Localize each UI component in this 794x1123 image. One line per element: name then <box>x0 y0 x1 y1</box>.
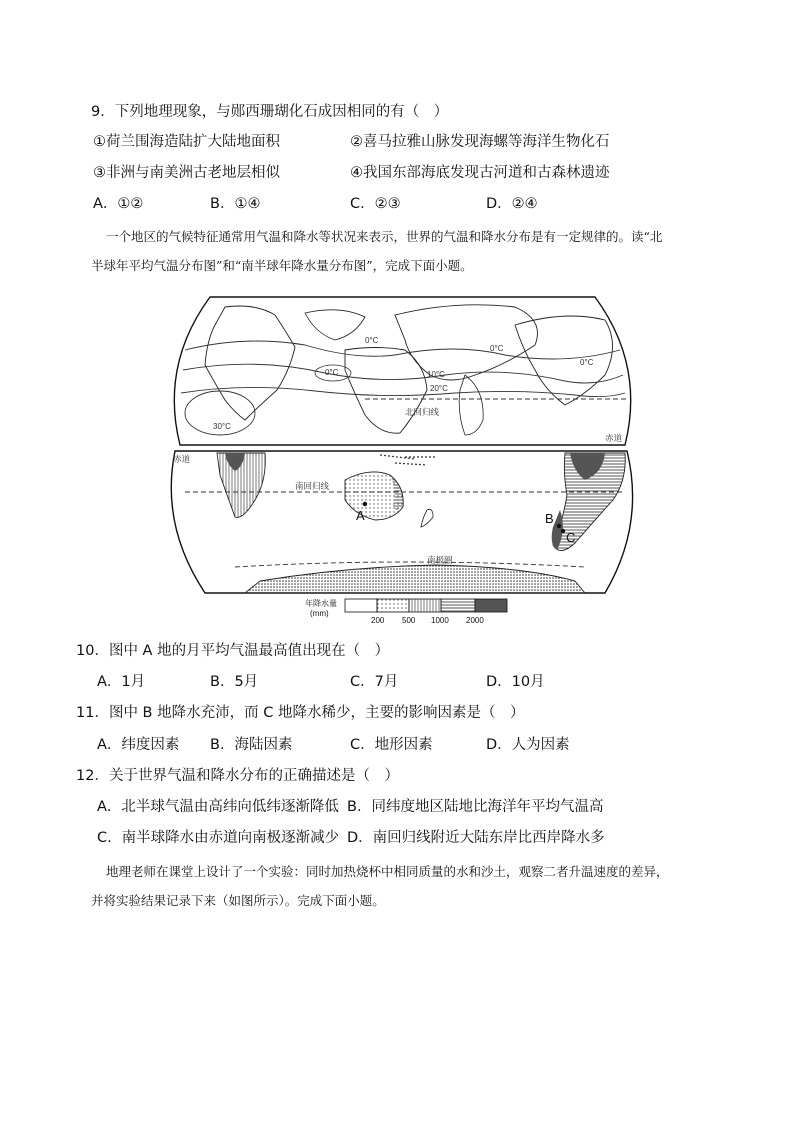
legend-title: 年降水量 <box>305 599 337 608</box>
point-b-marker <box>557 524 561 528</box>
tropic-of-cancer-label: 北回归线 <box>405 407 440 417</box>
q11-option-d[interactable]: D．人为因素 <box>486 737 570 753</box>
q9-item-1: ①荷兰围海造陆扩大陆地面积 <box>93 134 280 150</box>
isotherm-0c-label-b: 0°C <box>490 344 504 353</box>
q12-stem: 12．关于世界气温和降水分布的正确描述是（ ） <box>76 768 399 784</box>
isotherm-0c-label-d: 0°C <box>325 368 339 377</box>
q10-option-c[interactable]: C．7月 <box>350 674 399 690</box>
q10-option-a[interactable]: A．1月 <box>97 674 146 690</box>
q12-option-a[interactable]: A．北半球气温由高纬向低纬逐渐降低 <box>97 799 339 815</box>
q10-stem: 10．图中 A 地的月平均气温最高值出现在（ ） <box>76 643 390 659</box>
north-equator-label: 赤道 <box>605 433 623 443</box>
isotherm-20c-label: 20°C <box>430 384 448 393</box>
q9-stem: 9．下列地理现象，与郧西珊瑚化石成因相同的有（ ） <box>91 104 449 120</box>
legend-tick-1000: 1000 <box>431 616 449 625</box>
q11-option-c[interactable]: C．地形因素 <box>350 737 433 753</box>
legend-tick-500: 500 <box>402 616 416 625</box>
isotherm-0c-label-a: 0°C <box>365 336 379 345</box>
intro1-line2: 半球年平均气温分布图”和“南半球年降水量分布图”，完成下面小题。 <box>91 258 473 273</box>
intro2-line2: 并将实验结果记录下来（如图所示）。完成下面小题。 <box>91 893 385 908</box>
q9-option-b[interactable]: B．①④ <box>210 196 261 212</box>
q11-option-b[interactable]: B．海陆因素 <box>210 737 293 753</box>
isotherm-30c-label: 30°C <box>213 422 231 431</box>
legend-unit: (mm) <box>310 609 329 618</box>
point-a-label: A <box>356 508 365 523</box>
q12-option-b[interactable]: B．同纬度地区陆地比海洋年平均气温高 <box>347 799 604 815</box>
south-equator-label: 赤道 <box>173 454 191 464</box>
q9-option-d[interactable]: D．②④ <box>486 196 538 212</box>
point-c-label: C <box>566 530 576 545</box>
q11-option-a[interactable]: A．纬度因素 <box>97 737 180 753</box>
point-a-marker <box>363 502 367 506</box>
q9-option-a[interactable]: A．①② <box>93 196 144 212</box>
q12-option-c[interactable]: C．南半球降水由赤道向南极逐渐减少 <box>97 830 340 846</box>
north-hemisphere-map <box>174 297 630 445</box>
q9-item-2: ②喜马拉雅山脉发现海螺等海洋生物化石 <box>350 134 610 150</box>
legend-tick-2000: 2000 <box>466 616 484 625</box>
q9-option-c[interactable]: C．②③ <box>350 196 401 212</box>
isotherm-10c-label: 10°C <box>427 370 445 379</box>
q9-item-4: ④我国东部海底发现古河道和古森林遗迹 <box>350 165 610 181</box>
climate-map-figure <box>165 295 640 627</box>
tropic-of-capricorn-label: 南回归线 <box>295 481 330 491</box>
intro2-line1: 地理老师在课堂上设计了一个实验：同时加热烧杯中相同质量的水和沙土，观察二者升温速度的差异， <box>106 864 669 879</box>
q10-option-b[interactable]: B．5月 <box>210 674 259 690</box>
intro1-line1: 一个地区的气候特征通常用气温和降水等状况来表示，世界的气温和降水分布是有一定规律的。读“北 <box>106 229 663 244</box>
q10-option-d[interactable]: D．10月 <box>486 674 545 690</box>
precipitation-legend <box>305 598 507 625</box>
point-c-marker <box>561 529 565 533</box>
legend-tick-200: 200 <box>371 616 385 625</box>
isotherm-0c-label-c: 0°C <box>580 358 594 367</box>
q12-option-d[interactable]: D．南回归线附近大陆东岸比西岸降水多 <box>347 830 605 846</box>
q9-item-3: ③非洲与南美洲古老地层相似 <box>93 165 280 181</box>
point-b-label: B <box>545 511 554 526</box>
antarctic-circle-label: 南极圈 <box>427 555 453 565</box>
south-hemisphere-map <box>171 451 632 593</box>
q11-stem: 11．图中 B 地降水充沛，而 C 地降水稀少，主要的影响因素是（ ） <box>76 705 525 721</box>
